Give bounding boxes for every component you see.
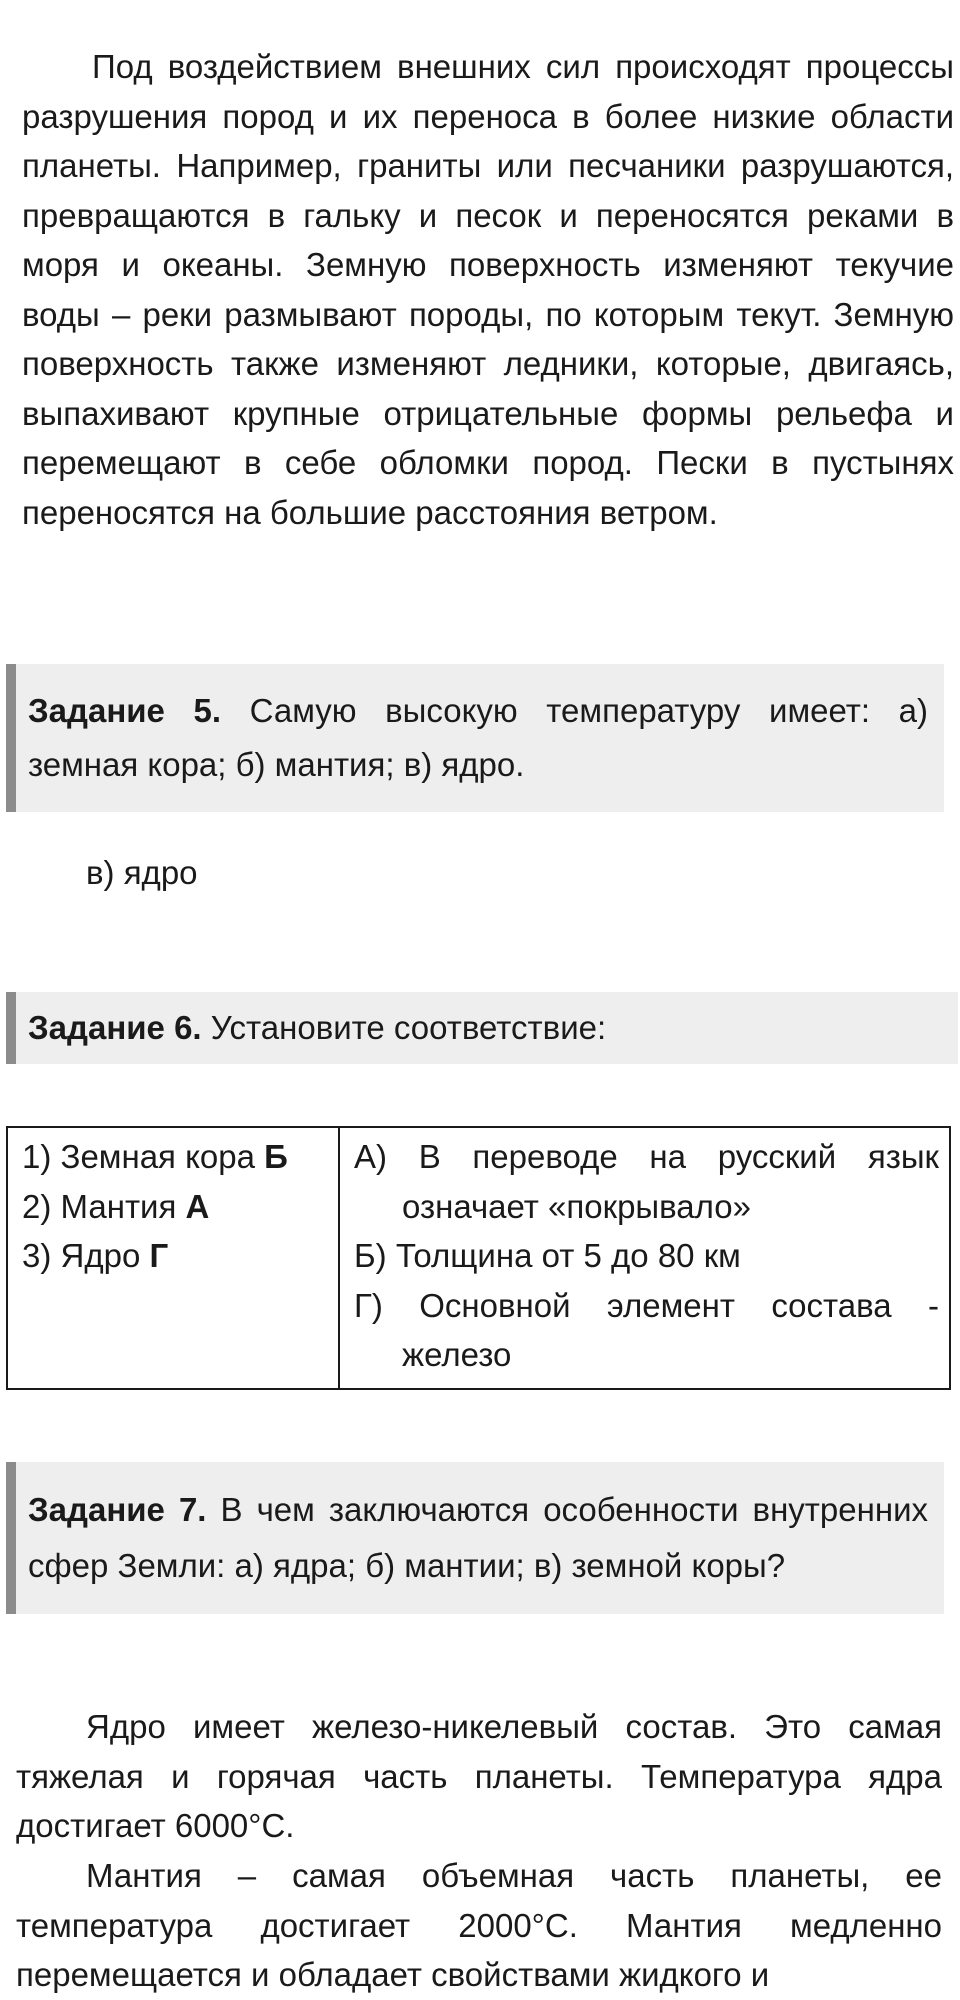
matching-right-column	[339, 1127, 950, 1389]
task-6-box	[6, 992, 958, 1064]
task-7-label: Задание 7.	[28, 1491, 207, 1528]
left-item-2-answer: А	[185, 1187, 210, 1225]
right-item-g: Г) Основной элемент состава - железо	[354, 1286, 939, 1373]
task-7-box	[6, 1462, 944, 1614]
task-5-box	[6, 664, 944, 812]
task-7-answer-paragraph-2: Мантия – самая объемная часть планеты, ее температура достигает 2000°С. Мантия медленно перемещается и обладает свойствами жидкого и	[16, 1857, 942, 1993]
task-5-label: Задание 5.	[28, 692, 222, 729]
right-item-b: Б) Толщина от 5 до 80 км	[354, 1237, 741, 1274]
left-item-3-answer: Г	[149, 1237, 169, 1274]
task-5-text: Самую высокую температуру имеет: а) земная кора; б) мантия; в) ядро.	[28, 692, 928, 783]
left-item-2: 2) Мантия А	[22, 1187, 210, 1225]
task-7-answer-paragraph-1: Ядро имеет железо-никелевый состав. Это самая тяжелая и горячая часть планеты. Температура ядра достигает 6000°С.	[16, 1708, 942, 1844]
task-6-text: Установите соответствие:	[201, 1009, 607, 1046]
left-item-1: 1) Земная кора Б	[22, 1138, 288, 1175]
matching-left-column	[7, 1127, 339, 1389]
right-item-a: А) В переводе на русский язык означает «покрывало»	[354, 1138, 939, 1225]
task-7-text: В чем заключаются особенности внутренних сфер Земли: а) ядра; б) мантии; в) земной коры?	[28, 1491, 929, 1584]
left-item-3: 3) Ядро Г	[22, 1237, 169, 1274]
left-item-1-answer: Б	[264, 1138, 288, 1175]
matching-table	[6, 1126, 951, 1390]
task-5-answer: в) ядро	[86, 854, 198, 891]
task-6-label: Задание 6.	[28, 1009, 202, 1046]
intro-paragraph: Под воздействием внешних сил происходят процессы разрушения пород и их переноса в более низкие области планеты. Например, граниты или песчаники разрушаются, превращаются в гальку и песок и переносятся реками в моря и океаны. Земную поверхность изменяют текучие воды – реки размывают породы, по которым текут. Земную поверхность также изменяют ледники, которые, двигаясь, выпахивают крупные отрицательные формы рельефа и перемещают в себе обломки пород. Пески в пустынях переносятся на большие расстояния ветром.	[22, 48, 954, 531]
